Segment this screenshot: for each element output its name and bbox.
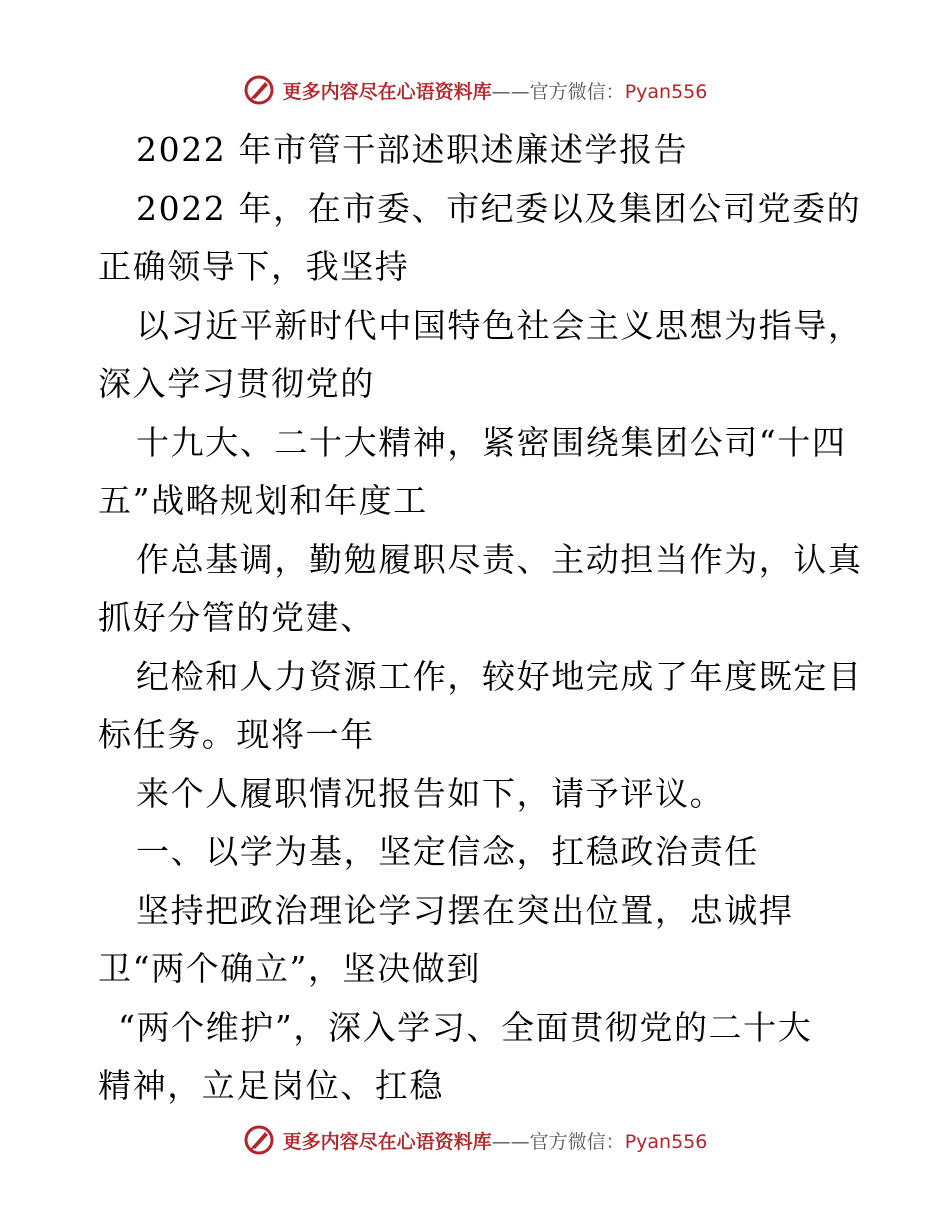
- paragraph-line: 纪检和人力资源工作，较好地完成了年度既定目: [136, 656, 863, 696]
- paragraph-line: “两个维护”，深入学习、全面贯彻党的二十大: [118, 1007, 813, 1047]
- paragraph-line: 标任务。现将一年: [98, 715, 375, 754]
- quill-seal-logo-icon: [243, 74, 275, 106]
- header-banner: [0, 70, 950, 110]
- paragraph-line: 十九大、二十大精神，紧密围绕集团公司“十四: [136, 422, 847, 462]
- document-title: 2022 年市管干部述职述廉述学报告: [136, 130, 689, 169]
- banner-wechat-label: 官方微信：: [529, 80, 625, 103]
- paragraph-line: 来个人履职情况报告如下，请予评议。: [136, 773, 725, 813]
- paragraph-line: 坚持把政治理论学习摆在突出位置，忠诚捍: [136, 890, 794, 930]
- banner-main-text: 更多内容尽在心语资料库: [282, 80, 492, 103]
- paragraph-line: 五”战略规划和年度工: [98, 481, 428, 520]
- paragraph-line: 精神，立足岗位、扛稳: [98, 1066, 444, 1105]
- banner-wechat-id: Pyan556: [624, 1130, 708, 1153]
- banner-text: [283, 1127, 708, 1154]
- paragraph-line: 作总基调，勤勉履职尽责、主动担当作为，认真: [136, 539, 863, 579]
- document-body: [98, 121, 863, 1116]
- footer-banner: [0, 1120, 950, 1160]
- paragraph-line: 卫“两个确立”，坚决做到: [98, 949, 481, 988]
- banner-text: [283, 77, 708, 104]
- banner-dash: ——: [491, 80, 530, 103]
- banner-wechat-id: Pyan556: [624, 80, 708, 103]
- paragraph-line: 正确领导下，我坚持: [98, 247, 410, 286]
- paragraph-line: 深入学习贯彻党的: [98, 364, 375, 403]
- section-heading: 一、以学为基，坚定信念，扛稳政治责任: [136, 832, 759, 871]
- banner-main-text: 更多内容尽在心语资料库: [282, 1130, 492, 1153]
- banner-wechat-label: 官方微信：: [529, 1130, 625, 1153]
- banner-dash: ——: [491, 1130, 530, 1153]
- paragraph-line: 2022 年，在市委、市纪委以及集团公司党委的: [136, 188, 862, 228]
- paragraph-line: 以习近平新时代中国特色社会主义思想为指导，: [136, 305, 863, 345]
- paragraph-line: 抓好分管的党建、: [98, 598, 375, 637]
- quill-seal-logo-icon: [243, 1124, 275, 1156]
